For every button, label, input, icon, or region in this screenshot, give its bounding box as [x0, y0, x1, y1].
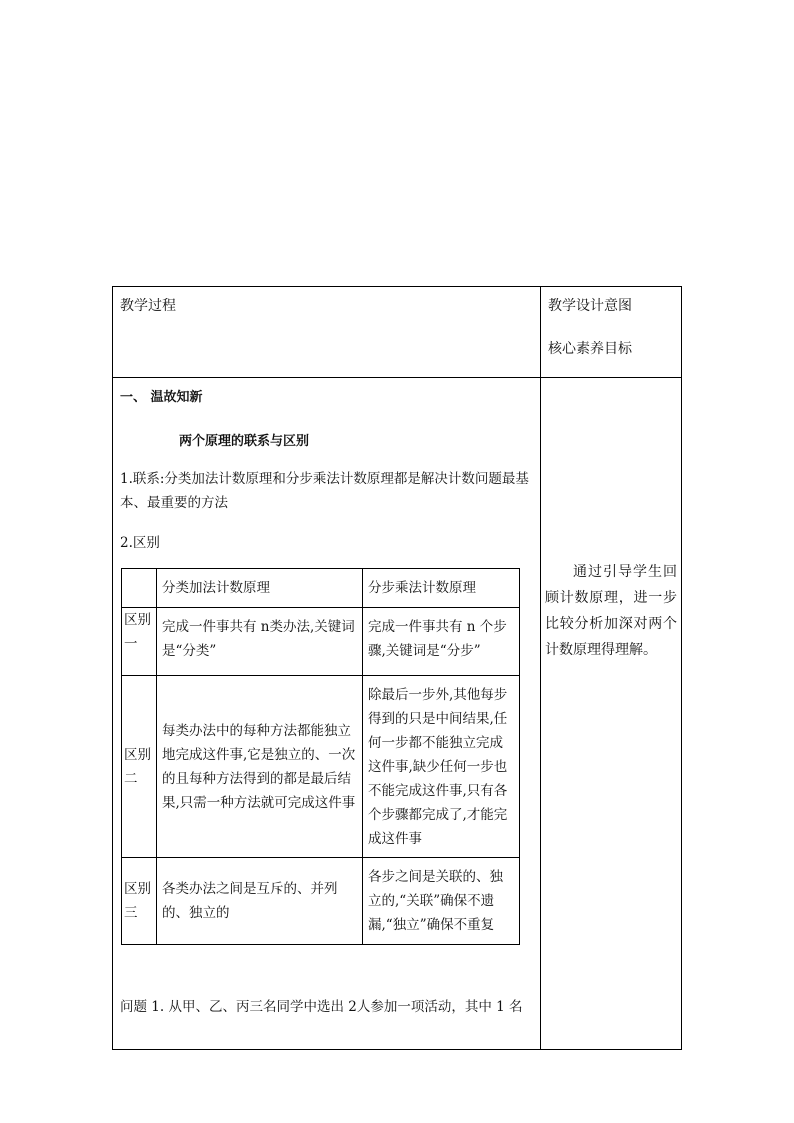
addition-cell: 每类办法中的每种方法都能独立地完成这件事,它是独立的、一次的且每种方法得到的都是最后结果,只需一种方法就可完成这件事 [157, 676, 363, 858]
header-design-intent-label: 教学设计意图 [548, 298, 632, 314]
row-label: 区别三 [122, 858, 157, 945]
process-content-cell [113, 378, 541, 1050]
table-row [122, 858, 520, 945]
multiplication-cell: 各步之间是关联的、独立的,“关联”确保不遗漏,“独立”确保不重复 [363, 858, 520, 945]
row-label: 区别一 [122, 608, 157, 676]
lesson-table [112, 286, 682, 1050]
header-process-cell [113, 287, 541, 378]
header-process-label: 教学过程 [120, 298, 176, 314]
question-1-text: 问题 1. 从甲、乙、丙三名同学中选出 2人参加一项活动，其中 1 名 [120, 999, 523, 1015]
table-row [122, 676, 520, 858]
table-row [122, 608, 520, 676]
multiplication-cell: 除最后一步外,其他每步得到的只是中间结果,任何一步都不能独立完成这件事,缺少任何一步也不能完成这件事,只有各个步骤都完成了,才能完成这件事 [363, 676, 520, 858]
comparison-header-addition: 分类加法计数原理 [157, 569, 363, 608]
comparison-header-row [122, 569, 520, 608]
comparison-header-multiplication: 分步乘法计数原理 [363, 569, 520, 608]
section-title: 一、 温故知新 [120, 390, 203, 405]
row-label: 区别二 [122, 676, 157, 858]
comparison-table [121, 568, 520, 945]
design-intent-cell [541, 378, 682, 1050]
addition-cell: 完成一件事共有 n类办法,关键词是“分类” [157, 608, 363, 676]
design-intent-text: 通过引导学生回顾计数原理，进一步比较分析加深对两个计数原理得理解。 [545, 564, 677, 658]
comparison-header-blank [122, 569, 157, 608]
addition-cell: 各类办法之间是互斥的、并列的、独立的 [157, 858, 363, 945]
connection-paragraph: 1.联系:分类加法计数原理和分步乘法计数原理都是解决计数问题最基本、最重要的方法 [120, 471, 529, 511]
section-subtitle: 两个原理的联系与区别 [179, 434, 310, 449]
difference-heading: 2.区别 [120, 535, 160, 551]
header-core-literacy-label: 核心素养目标 [548, 341, 632, 357]
multiplication-cell: 完成一件事共有 n 个步骤,关键词是“分步” [363, 608, 520, 676]
header-intent-cell [541, 287, 682, 378]
